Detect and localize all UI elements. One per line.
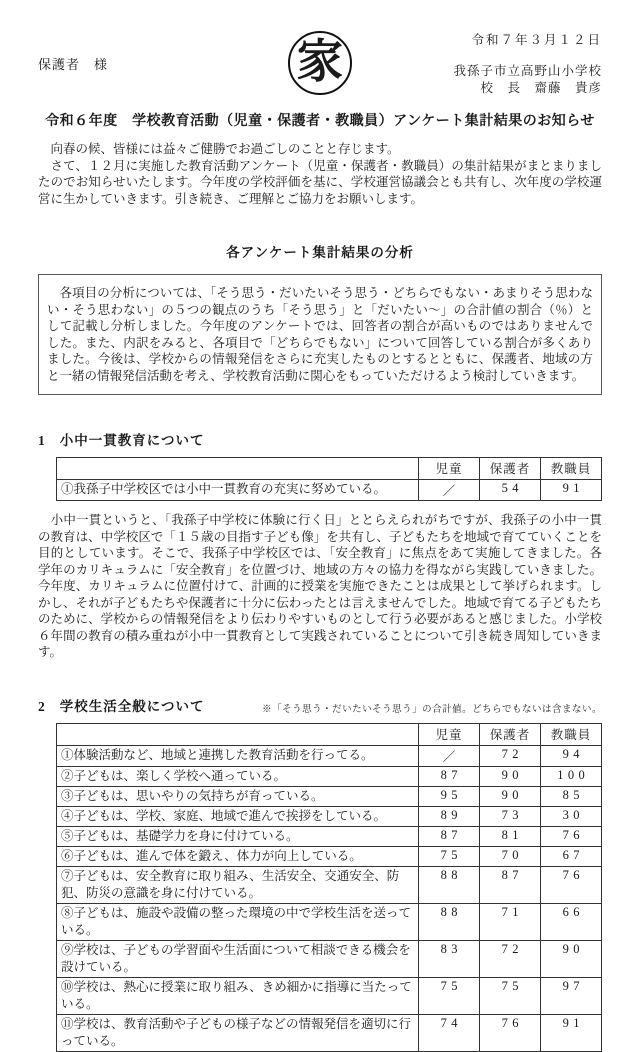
score-value: 94 (541, 745, 602, 766)
table-row (57, 480, 602, 501)
score-value: 67 (541, 846, 602, 866)
table-row (57, 866, 602, 903)
score-value: ／ (419, 480, 480, 501)
section2-survey-table (56, 723, 602, 1052)
table-row (57, 977, 602, 1014)
seal-character: 家 (297, 36, 343, 87)
question-label: ⑦子どもは、安全教育に取り組み、生活安全、交通安全、防犯、防災の意識を身に付けている。 (57, 866, 419, 903)
table-row (57, 786, 602, 806)
score-value: 87 (480, 866, 541, 903)
score-value: 76 (541, 826, 602, 846)
score-value: 91 (541, 480, 602, 501)
score-value: 71 (480, 903, 541, 940)
section1-title-text: 小中一貫教育について (59, 433, 205, 448)
score-value: 83 (419, 940, 480, 977)
section2-title-text: 学校生活全般について (59, 698, 205, 714)
principal-name: 校 長 齋藤 貴彦 (480, 81, 602, 95)
table-row (57, 846, 602, 866)
score-value: ／ (419, 745, 480, 766)
question-label: ⑤子どもは、基礎学力を身に付けている。 (57, 826, 419, 846)
score-value: 90 (541, 940, 602, 977)
question-label: ①我孫子中学校区では小中一貫教育の充実に努めている。 (57, 480, 419, 501)
score-value: 89 (419, 806, 480, 826)
score-value: 74 (419, 1014, 480, 1051)
question-label: ①体験活動など、地域と連携した教育活動を行ってる。 (57, 745, 419, 766)
score-value: 72 (480, 745, 541, 766)
recipient-line: 保護者 様 (38, 57, 109, 72)
score-value: 73 (480, 806, 541, 826)
score-value: 90 (480, 786, 541, 806)
score-value: 81 (480, 826, 541, 846)
document-header (38, 0, 602, 104)
score-value: 75 (419, 846, 480, 866)
section1-survey-table (56, 457, 602, 501)
table-row (57, 826, 602, 846)
score-value: 54 (480, 480, 541, 501)
score-value: 97 (541, 977, 602, 1014)
score-value: 100 (541, 766, 602, 786)
score-value: 90 (480, 766, 541, 786)
table-row (57, 940, 602, 977)
score-value: 72 (480, 940, 541, 977)
analysis-heading: 各アンケート集計結果の分析 (226, 245, 414, 260)
table-row (57, 745, 602, 766)
score-value: 87 (419, 766, 480, 786)
section1-number: 1 (38, 433, 46, 448)
respondent-column-header: 教職員 (541, 458, 602, 480)
school-name: 我孫子市立高野山小学校 (453, 64, 602, 78)
respondent-column-header: 保護者 (480, 723, 541, 745)
respondent-column-header: 教職員 (541, 723, 602, 745)
question-label: ⑨学校は、子どもの学習面や生活面について相談できる機会を設けている。 (57, 940, 419, 977)
score-value: 66 (541, 903, 602, 940)
table-header-row (57, 723, 602, 745)
table-row (57, 806, 602, 826)
analysis-text: 各項目の分析については、「そう思う・だいたいそう思う・どちらでもない・あまりそう思わない・そう思わない」の５つの観点のうち「そう思う」と「だいたい～」の合計値の割合（％）として記載し分析しました。今年度のアンケートでは、回答者の割合が高いものではありませんでした。また、内訳をみると、各項目で「どちらでもない」について回答している割合が多くありました。今後は、学校からの情報発信をさらに充実したものとするとともに、保護者、地域の方と一緒の情報発信活動を考え、学校教育活動に関心をもっていただけるよう検討していきます。 (47, 286, 593, 383)
question-label: ⑥子どもは、進んで体を鍛え、体力が向上している。 (57, 846, 419, 866)
score-value: 88 (419, 903, 480, 940)
question-label: ②子どもは、楽しく学校へ通っている。 (57, 766, 419, 786)
document-title: 令和６年度 学校教育活動（児童・保護者・教職員）アンケート集計結果のお知らせ (45, 114, 595, 129)
question-label: ③子どもは、思いやりの気持ちが育っている。 (57, 786, 419, 806)
section2-note: ※「そう思う・だいたいそう思う」の合計値。どちらでもないは含まない。 (262, 704, 602, 715)
score-value: 95 (419, 786, 480, 806)
table-row (57, 1014, 602, 1051)
section1-body: 小中一貫というと、「我孫子中学校に体験に行く日」ととらえられがちですが、我孫子の小中一貫の教育は、中学校区で「１５歳の目指す子ども像」を共有し、子どもたちを地域で育てていくことを目的としています。そこで、我孫子中学校区では、「安全教育」に焦点をあて実施してきました。各学年のカリキュラムに「安全教育」を位置づけ、地域の方々の協力を得ながら実践していきました。今年度、カリキュラムに位置付けて、計画的に授業を実施できたことは成果として挙げられます。しかし、それが子どもたちや保護者に十分に伝わったとは言えませんでした。地域で育てる子どもたちのために、学校からの情報発信をより伝わりやすいものとして行う必要があると感じました。小学校６年間の教育の積み重ねが小中一貫教育として実践されていることについて引き続き周知していきます。 (38, 513, 602, 659)
question-label: ⑩学校は、熱心に授業に取り組み、きめ細かに指導に当たっている。 (57, 977, 419, 1014)
table-header-row (57, 458, 602, 480)
respondent-column-header: 保護者 (480, 458, 541, 480)
intro-paragraph-1: 向春の候、皆様には益々ご健勝でお過ごしのことと存じます。 (38, 142, 400, 156)
section1-title (38, 429, 204, 449)
sender-block (453, 63, 602, 97)
respondent-column-header: 児童 (419, 723, 480, 745)
respondent-column-header: 児童 (419, 458, 480, 480)
question-label: ⑪学校は、教育活動や子どもの様子などの情報発信を適切に行っている。 (57, 1014, 419, 1051)
section1-heading (38, 429, 602, 449)
item-column-header (57, 723, 419, 745)
section2-heading (38, 695, 602, 715)
score-value: 70 (480, 846, 541, 866)
table-row (57, 903, 602, 940)
item-column-header (57, 458, 419, 480)
section2-title (38, 695, 204, 715)
score-value: 76 (541, 866, 602, 903)
analysis-box (38, 274, 602, 395)
score-value: 75 (480, 977, 541, 1014)
school-seal-icon (288, 31, 352, 95)
document-date: 令和７年３月１２日 (471, 33, 602, 47)
score-value: 88 (419, 866, 480, 903)
intro-section (38, 141, 602, 207)
question-label: ④子どもは、学校、家庭、地域で進んで挨拶をしている。 (57, 806, 419, 826)
score-value: 85 (541, 786, 602, 806)
question-label: ⑧子どもは、施設や設備の整った環境の中で学校生活を送っている。 (57, 903, 419, 940)
table-row (57, 766, 602, 786)
score-value: 30 (541, 806, 602, 826)
section2-number: 2 (38, 698, 46, 714)
score-value: 87 (419, 826, 480, 846)
score-value: 76 (480, 1014, 541, 1051)
score-value: 75 (419, 977, 480, 1014)
score-value: 91 (541, 1014, 602, 1051)
intro-paragraph-2: さて、１２月に実施した教育活動アンケート（児童・保護者・教職員）の集計結果がまとまりましたのでお知らせいたします。今年度の学校評価を基に、学校運営協議会とも共有し、次年度の学校運営に生かしていきます。引き続き、ご理解とご協力をお願いします。 (38, 158, 602, 206)
